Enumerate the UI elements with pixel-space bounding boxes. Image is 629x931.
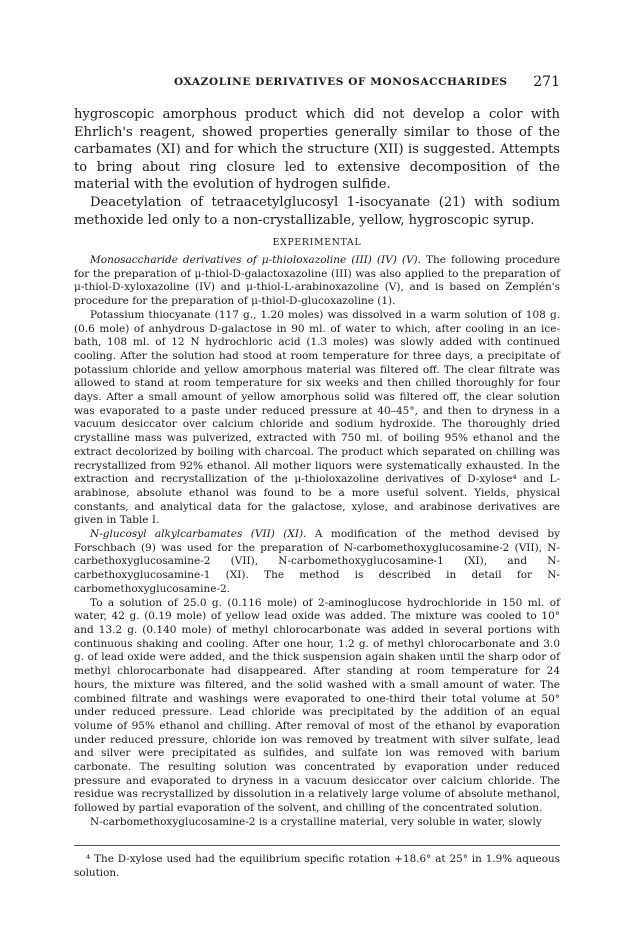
section-heading: EXPERIMENTAL (272, 237, 362, 248)
footnote-text: ⁴ The D-xylose used had the equilibrium specific rotation +18.6° at 25° in 1.9% aqueous solution. (74, 853, 560, 879)
page-number: 271 (533, 74, 560, 90)
experimental-paragraph-2: Potassium thiocyanate (117 g., 1.20 moles) was dissolved in a warm solution of 108 g. (0.6 mole) of anhydrous D-galactose in 90 ml. of water to which, after cooling in an ice-bath, 108 ml. of 12 N hydrochloric acid (1.3 moles) was slowly added with continued cooling. After the solution had stood at room temperature for three days, a precipitate of potassium chloride and yellow amorphous material was filtered off. The clear filtrate was allowed to stand at room temperature for six weeks and then chilled thoroughly for four days. After a small amount of yellow amorphous solid was filtered off, the clear solution was evaporated to a paste under reduced pressure at 40–45°, and then to dryness in a vacuum desiccator over calcium chloride and sodium hydroxide. The thoroughly dried crystalline mass was pulverized, extracted with 750 ml. of boiling 95% ethanol and the extract decolorized by boiling with charcoal. The product which separated on chilling was recrystallized from 92% ethanol. All mother liquors were systematically exhausted. In the extraction and recrystallization of the μ-thioloxazoline derivatives of D-xylose⁴ and L-arabinose, absolute ethanol was found to be a more useful solvent. Yields, physical constants, and analytical data for the galactose, xylose, and arabinose derivatives are given in Table I. (74, 308, 560, 527)
experimental-paragraph-4: To a solution of 25.0 g. (0.116 mole) of 2-aminoglucose hydrochloride in 150 ml. of water, 42 g. (0.19 mole) of yellow lead oxide was added. The mixture was cooled to 10° and 13.2 g. (0.140 mole) of methyl chlorocarbonate was added in several portions with continuous shaking and cooling. After one hour, 1.2 g. of methyl chlorocarbonate and 3.0 g. of lead oxide were added, and the thick suspension again shaken until the sharp odor of methyl chlorocarbonate had disappeared. After standing at room temperature for 24 hours, the mixture was filtered, and the solid washed with a small amount of water. The combined filtrate and washings were evaporated to one-third their total volume at 50° under reduced pressure. Lead chloride was precipitated by the addition of an equal volume of 95% ethanol and chilling. After removal of most of the ethanol by evaporation under reduced pressure, chloride ion was removed by treatment with silver sulfate, lead and silver were precipitated as sulfides, and sulfate ion was removed with barium carbonate. The resulting solution was concentrated by evaporation under reduced pressure and evaporated to dryness in a vacuum desiccator over calcium chloride. The residue was recrystallized by dissolution in a relatively large volume of absolute methanol, followed by partial evaporation of the solvent, and chilling of the concentrated solution. (74, 596, 560, 815)
experimental-paragraph-5: N-carbomethoxyglucosamine-2 is a crystalline material, very soluble in water, slowly (90, 815, 542, 828)
footnote-divider (74, 845, 560, 846)
experimental-paragraph-1 (74, 254, 560, 309)
subsection-title-thioloxazoline: Monosaccharide derivatives of μ-thioloxazoline (III) (IV) (V). (90, 254, 421, 266)
footnote (74, 853, 560, 880)
running-title: OXAZOLINE DERIVATIVES OF MONOSACCHARIDES (174, 76, 508, 88)
intro-text (74, 106, 560, 229)
experimental-text (74, 254, 560, 830)
subsection-text-thioloxazoline: The following procedure for the preparation of μ-thiol-D-galactoxazoline (III) was also applied to the preparation of μ-thiol-D-xyloxazoline (IV) and μ-thiol-L-arabinoxazoline (V), and is based on Zemplén's procedure for the preparation of μ-thiol-D-glucoxazoline (1). (74, 254, 560, 308)
subsection-text-carbamates: A modification of the method devised by Forschbach (9) was used for the preparation of N-carbomethoxyglucosamine-2 (VII), N-carbethoxyglucosamine-2 (VII), N-carbomethoxyglucosamine-1 (XI), and N-carbethoxyglucosamine-1 (XI). The method is described in detail for N-carbomethoxyglucosamine-2. (74, 528, 561, 595)
experimental-paragraph-3 (74, 528, 560, 597)
subsection-title-carbamates: N-glucosyl alkylcarbamates (VII) (XI). (90, 528, 307, 541)
intro-paragraph-1: hygroscopic amorphous product which did not develop a color with Ehrlich's reagent, showed properties generally similar to those of the carbamates (XI) and for which the structure (XII) is suggested. Attempts to bring about ring closure led to extensive decomposition of the material with the evolution of hydrogen sulfide. (74, 107, 560, 193)
intro-paragraph-2: Deacetylation of tetraacetylglucosyl 1-isocyanate (21) with sodium methoxide led only to a non-crystallizable, yellow, hygroscopic syrup. (74, 194, 560, 228)
page-header (74, 74, 560, 94)
